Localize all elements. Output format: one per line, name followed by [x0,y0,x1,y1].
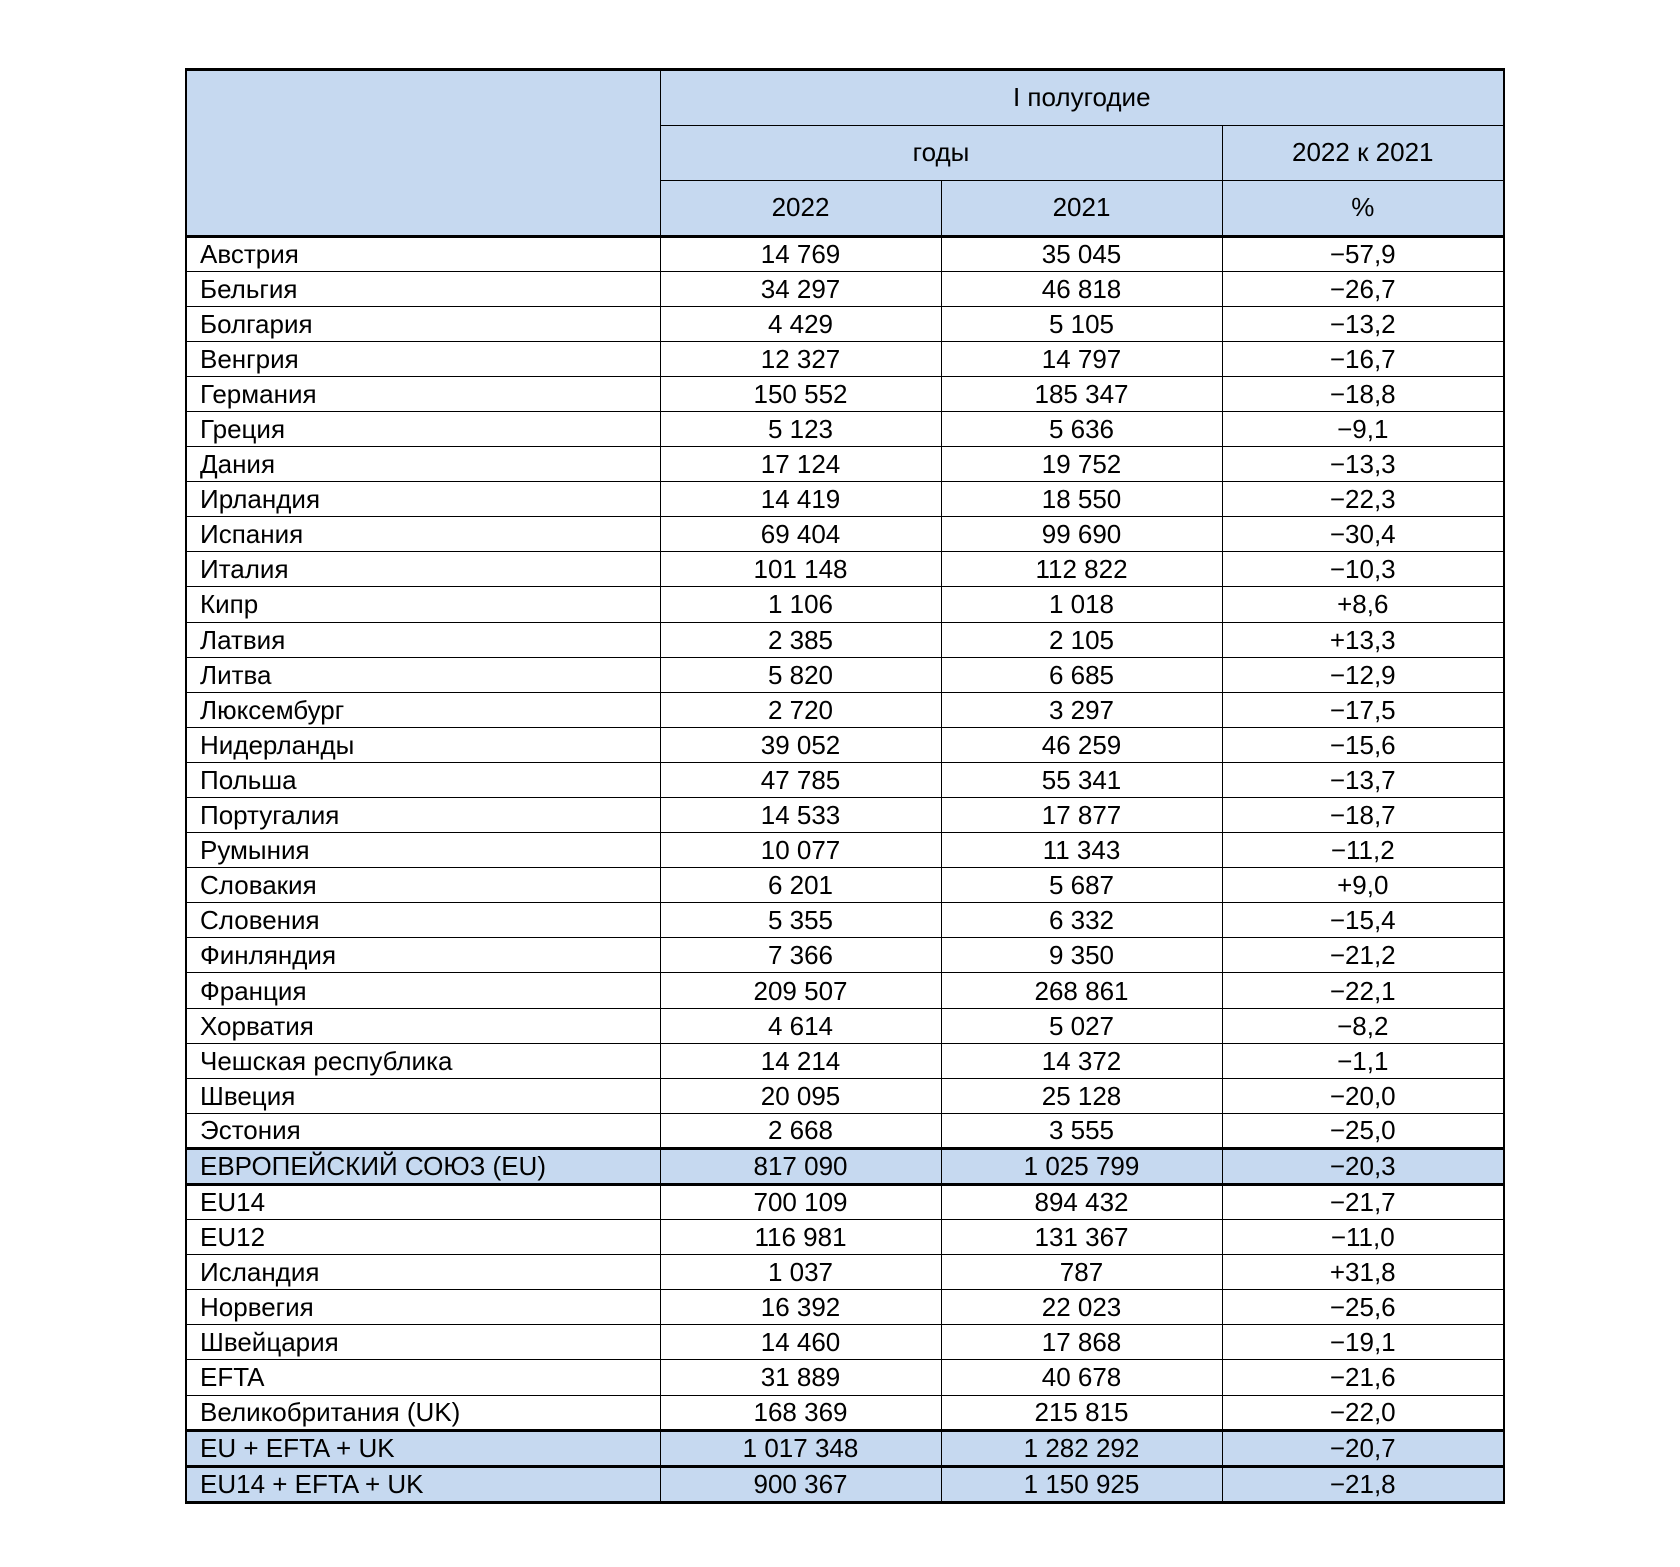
table-row [186,1184,1504,1219]
row-pct-cell: −22,0 [1222,1395,1504,1430]
row-2022-cell: 16 392 [660,1290,941,1325]
row-2021-cell: 35 045 [941,236,1222,271]
row-pct-cell: −20,0 [1222,1078,1504,1113]
row-pct-cell: −57,9 [1222,236,1504,271]
row-2022-cell: 4 614 [660,1008,941,1043]
row-2022-cell: 1 106 [660,587,941,622]
row-name-cell: Греция [186,411,660,446]
row-name-cell: Италия [186,552,660,587]
row-name-cell: Швейцария [186,1325,660,1360]
row-2021-cell: 18 550 [941,482,1222,517]
row-2021-cell: 1 025 799 [941,1148,1222,1184]
header-compare: 2022 к 2021 [1222,125,1504,181]
row-name-cell: ЕВРОПЕЙСКИЙ СОЮЗ (EU) [186,1148,660,1184]
table-row [186,903,1504,938]
row-pct-cell: −21,8 [1222,1466,1504,1502]
row-pct-cell: −11,2 [1222,833,1504,868]
row-2022-cell: 5 123 [660,411,941,446]
row-2021-cell: 5 636 [941,411,1222,446]
row-pct-cell: −13,7 [1222,762,1504,797]
table-row [186,1113,1504,1148]
table-row [186,1395,1504,1430]
row-2021-cell: 14 797 [941,341,1222,376]
row-2022-cell: 12 327 [660,341,941,376]
row-2022-cell: 14 419 [660,482,941,517]
row-pct-cell: +31,8 [1222,1255,1504,1290]
row-2022-cell: 14 769 [660,236,941,271]
row-pct-cell: −20,3 [1222,1148,1504,1184]
row-name-cell: Финляндия [186,938,660,973]
table-row [186,868,1504,903]
row-2022-cell: 4 429 [660,306,941,341]
row-2022-cell: 47 785 [660,762,941,797]
table-row [186,341,1504,376]
row-2022-cell: 2 668 [660,1113,941,1148]
table-row [186,271,1504,306]
row-pct-cell: −12,9 [1222,657,1504,692]
row-2021-cell: 14 372 [941,1043,1222,1078]
row-2022-cell: 69 404 [660,517,941,552]
row-name-cell: Польша [186,762,660,797]
row-2021-cell: 2 105 [941,622,1222,657]
header-period: I полугодие [660,70,1504,126]
row-2021-cell: 6 685 [941,657,1222,692]
table-row [186,306,1504,341]
row-2021-cell: 22 023 [941,1290,1222,1325]
row-name-cell: Великобритания (UK) [186,1395,660,1430]
row-2022-cell: 20 095 [660,1078,941,1113]
row-pct-cell: −22,3 [1222,482,1504,517]
table-row [186,1220,1504,1255]
row-name-cell: Германия [186,376,660,411]
table-row [186,762,1504,797]
table-row [186,1466,1504,1502]
table-row [186,587,1504,622]
row-2022-cell: 14 533 [660,798,941,833]
row-2022-cell: 700 109 [660,1184,941,1219]
row-2022-cell: 817 090 [660,1148,941,1184]
row-2021-cell: 55 341 [941,762,1222,797]
row-name-cell: Эстония [186,1113,660,1148]
row-2022-cell: 5 355 [660,903,941,938]
row-2021-cell: 17 868 [941,1325,1222,1360]
row-2021-cell: 215 815 [941,1395,1222,1430]
row-2021-cell: 46 259 [941,727,1222,762]
row-pct-cell: −11,0 [1222,1220,1504,1255]
row-name-cell: Словения [186,903,660,938]
row-2021-cell: 894 432 [941,1184,1222,1219]
row-pct-cell: −18,7 [1222,798,1504,833]
row-pct-cell: −8,2 [1222,1008,1504,1043]
header-years: годы [660,125,1222,181]
table-row [186,1255,1504,1290]
row-2022-cell: 116 981 [660,1220,941,1255]
row-pct-cell: +13,3 [1222,622,1504,657]
table-row [186,1360,1504,1395]
row-name-cell: Чешская республика [186,1043,660,1078]
row-name-cell: Дания [186,447,660,482]
row-name-cell: EU14 + EFTA + UK [186,1466,660,1502]
row-2021-cell: 19 752 [941,447,1222,482]
row-2021-cell: 3 297 [941,692,1222,727]
row-name-cell: Австрия [186,236,660,271]
row-2022-cell: 5 820 [660,657,941,692]
row-2021-cell: 9 350 [941,938,1222,973]
row-pct-cell: −17,5 [1222,692,1504,727]
table-row [186,376,1504,411]
row-2022-cell: 150 552 [660,376,941,411]
table-row [186,692,1504,727]
row-2022-cell: 7 366 [660,938,941,973]
table-row [186,411,1504,446]
row-2021-cell: 25 128 [941,1078,1222,1113]
row-pct-cell: −30,4 [1222,517,1504,552]
row-2022-cell: 34 297 [660,271,941,306]
row-pct-cell: −18,8 [1222,376,1504,411]
row-2021-cell: 5 027 [941,1008,1222,1043]
row-2021-cell: 5 687 [941,868,1222,903]
row-2021-cell: 17 877 [941,798,1222,833]
row-2021-cell: 99 690 [941,517,1222,552]
row-2021-cell: 1 150 925 [941,1466,1222,1502]
row-name-cell: Словакия [186,868,660,903]
table-row [186,236,1504,271]
row-name-cell: Нидерланды [186,727,660,762]
row-name-cell: Литва [186,657,660,692]
row-pct-cell: −22,1 [1222,973,1504,1008]
row-pct-cell: −26,7 [1222,271,1504,306]
row-name-cell: EU14 [186,1184,660,1219]
row-2021-cell: 46 818 [941,271,1222,306]
header-corner-cell [186,70,660,237]
row-2021-cell: 5 105 [941,306,1222,341]
row-name-cell: Франция [186,973,660,1008]
row-pct-cell: +8,6 [1222,587,1504,622]
row-pct-cell: −15,4 [1222,903,1504,938]
row-pct-cell: +9,0 [1222,868,1504,903]
row-pct-cell: −19,1 [1222,1325,1504,1360]
row-2021-cell: 1 018 [941,587,1222,622]
row-2021-cell: 131 367 [941,1220,1222,1255]
row-pct-cell: −21,2 [1222,938,1504,973]
table-row [186,447,1504,482]
row-2022-cell: 14 460 [660,1325,941,1360]
row-name-cell: Люксембург [186,692,660,727]
row-2022-cell: 17 124 [660,447,941,482]
row-2022-cell: 31 889 [660,1360,941,1395]
table-row [186,727,1504,762]
table-row [186,1008,1504,1043]
row-name-cell: Латвия [186,622,660,657]
row-2022-cell: 900 367 [660,1466,941,1502]
row-pct-cell: −21,6 [1222,1360,1504,1395]
table-row [186,1430,1504,1466]
table-row [186,1325,1504,1360]
row-2022-cell: 209 507 [660,973,941,1008]
row-name-cell: Кипр [186,587,660,622]
header-col-2022: 2022 [660,181,941,237]
row-2022-cell: 1 037 [660,1255,941,1290]
table-row [186,1148,1504,1184]
row-2021-cell: 1 282 292 [941,1430,1222,1466]
row-pct-cell: −1,1 [1222,1043,1504,1078]
row-name-cell: Швеция [186,1078,660,1113]
table-row [186,1043,1504,1078]
row-2021-cell: 185 347 [941,376,1222,411]
row-2021-cell: 787 [941,1255,1222,1290]
row-2021-cell: 11 343 [941,833,1222,868]
table-row [186,517,1504,552]
row-name-cell: EFTA [186,1360,660,1395]
table-row [186,833,1504,868]
row-pct-cell: −25,6 [1222,1290,1504,1325]
row-name-cell: Хорватия [186,1008,660,1043]
row-2022-cell: 6 201 [660,868,941,903]
row-name-cell: Бельгия [186,271,660,306]
table-row [186,938,1504,973]
table-header [186,70,1504,237]
row-name-cell: Исландия [186,1255,660,1290]
row-name-cell: Румыния [186,833,660,868]
table-row [186,482,1504,517]
table-row [186,657,1504,692]
row-2022-cell: 2 385 [660,622,941,657]
row-pct-cell: −13,3 [1222,447,1504,482]
row-2021-cell: 268 861 [941,973,1222,1008]
row-pct-cell: −25,0 [1222,1113,1504,1148]
row-name-cell: EU12 [186,1220,660,1255]
table-row [186,973,1504,1008]
row-pct-cell: −21,7 [1222,1184,1504,1219]
table-row [186,1290,1504,1325]
row-2022-cell: 39 052 [660,727,941,762]
row-name-cell: Венгрия [186,341,660,376]
table-row [186,1078,1504,1113]
table-body [186,236,1504,1502]
row-pct-cell: −16,7 [1222,341,1504,376]
table-row [186,552,1504,587]
row-2022-cell: 1 017 348 [660,1430,941,1466]
row-2021-cell: 3 555 [941,1113,1222,1148]
row-pct-cell: −10,3 [1222,552,1504,587]
row-2021-cell: 6 332 [941,903,1222,938]
row-2022-cell: 168 369 [660,1395,941,1430]
row-pct-cell: −20,7 [1222,1430,1504,1466]
row-2022-cell: 10 077 [660,833,941,868]
table-row [186,622,1504,657]
row-name-cell: Ирландия [186,482,660,517]
row-2021-cell: 40 678 [941,1360,1222,1395]
header-col-2021: 2021 [941,181,1222,237]
row-name-cell: Португалия [186,798,660,833]
row-pct-cell: −9,1 [1222,411,1504,446]
header-col-pct: % [1222,181,1504,237]
row-name-cell: Болгария [186,306,660,341]
row-2022-cell: 101 148 [660,552,941,587]
table-row [186,798,1504,833]
row-name-cell: EU + EFTA + UK [186,1430,660,1466]
row-pct-cell: −13,2 [1222,306,1504,341]
row-2022-cell: 2 720 [660,692,941,727]
data-table [185,68,1505,1504]
row-2022-cell: 14 214 [660,1043,941,1078]
row-name-cell: Испания [186,517,660,552]
row-pct-cell: −15,6 [1222,727,1504,762]
row-name-cell: Норвегия [186,1290,660,1325]
row-2021-cell: 112 822 [941,552,1222,587]
